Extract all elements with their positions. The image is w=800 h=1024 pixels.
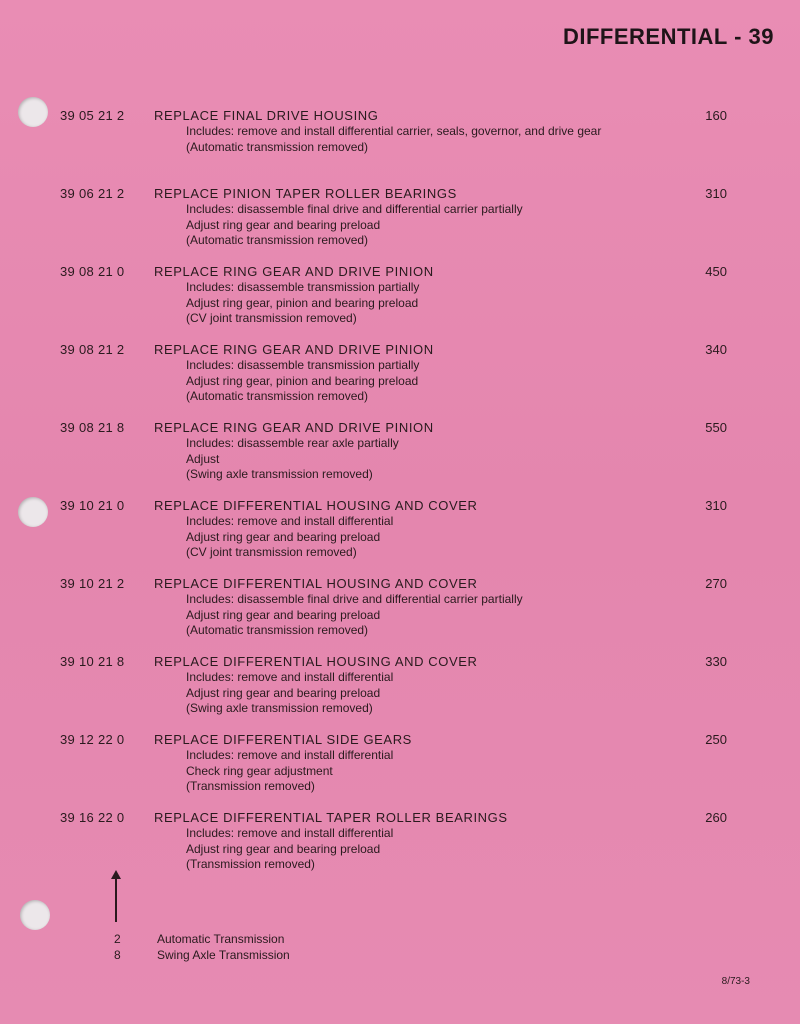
operation-details (186, 826, 393, 873)
operation-detail-line: Adjust ring gear, pinion and bearing preload (186, 373, 419, 388)
operation-title: REPLACE DIFFERENTIAL HOUSING AND COVER (154, 576, 478, 591)
operation-time-value: 260 (705, 810, 727, 825)
operation-detail-line: (CV joint transmission removed) (186, 545, 357, 559)
operation-entry (0, 654, 800, 724)
operation-code: 39 08 21 0 (60, 264, 125, 279)
operation-details (186, 436, 399, 483)
operation-detail-line: Includes: disassemble final drive and differential carrier partially (186, 592, 523, 606)
operation-entry (0, 576, 800, 646)
operation-entry (0, 108, 800, 178)
operation-time-value: 310 (705, 498, 727, 513)
operation-details (186, 670, 393, 717)
operation-details (186, 358, 419, 405)
operation-details (186, 748, 393, 795)
operation-time-value: 550 (705, 420, 727, 435)
operation-code: 39 08 21 8 (60, 420, 125, 435)
operation-detail-line: Includes: disassemble transmission partially (186, 280, 420, 294)
page-code: 8/73-3 (721, 976, 750, 987)
punch-hole-bottom (20, 900, 50, 930)
operation-detail-line: (Automatic transmission removed) (186, 139, 369, 154)
operation-code: 39 08 21 2 (60, 342, 125, 357)
operation-time-value: 310 (705, 186, 727, 201)
legend-digit: 2 (114, 932, 121, 946)
operation-detail-line: Includes: disassemble transmission partially (186, 358, 420, 372)
operation-detail-line: Adjust ring gear and bearing preload (186, 217, 381, 232)
operation-detail-line: (CV joint transmission removed) (186, 311, 357, 325)
operation-detail-line: Includes: disassemble final drive and differential carrier partially (186, 202, 523, 216)
operation-time-value: 330 (705, 654, 727, 669)
page-title: DIFFERENTIAL - 39 (562, 24, 774, 49)
operation-title: REPLACE RING GEAR AND DRIVE PINION (154, 342, 434, 357)
operation-details (186, 202, 523, 249)
operation-code: 39 16 22 0 (60, 810, 125, 825)
operation-code: 39 06 21 2 (60, 186, 125, 201)
operation-code: 39 12 22 0 (60, 732, 125, 747)
operation-title: REPLACE FINAL DRIVE HOUSING (154, 108, 379, 123)
operation-detail-line: Adjust ring gear and bearing preload (186, 685, 381, 700)
operation-code: 39 10 21 2 (60, 576, 125, 591)
operation-time-value: 340 (705, 342, 727, 357)
legend-label: Swing Axle Transmission (157, 948, 290, 962)
operation-detail-line: Includes: disassemble rear axle partially (186, 436, 399, 450)
operation-entry (0, 732, 800, 802)
legend-label: Automatic Transmission (157, 932, 285, 946)
operation-entry (0, 498, 800, 568)
operation-detail-line: (Automatic transmission removed) (186, 233, 369, 247)
operation-entry (0, 420, 800, 490)
legend-item (0, 932, 800, 948)
operation-detail-line: Includes: remove and install differential (186, 514, 394, 528)
operation-detail-line: Adjust ring gear and bearing preload (186, 529, 381, 544)
operation-detail-line: (Swing axle transmission removed) (186, 701, 373, 715)
operation-title: REPLACE RING GEAR AND DRIVE PINION (154, 264, 434, 279)
operation-detail-line: Includes: remove and install differential (186, 748, 394, 762)
operation-code: 39 10 21 8 (60, 654, 125, 669)
operation-entry (0, 186, 800, 256)
operation-detail-line: Adjust (186, 451, 220, 466)
operation-detail-line: Check ring gear adjustment (186, 763, 333, 778)
operation-details (186, 280, 419, 327)
operation-time-value: 450 (705, 264, 727, 279)
operation-code: 39 10 21 0 (60, 498, 125, 513)
operation-detail-line: Adjust ring gear and bearing preload (186, 607, 381, 622)
operation-title: REPLACE DIFFERENTIAL TAPER ROLLER BEARINGS (154, 810, 508, 825)
operation-title: REPLACE RING GEAR AND DRIVE PINION (154, 420, 434, 435)
operation-time-value: 160 (705, 108, 727, 123)
operation-title: REPLACE DIFFERENTIAL HOUSING AND COVER (154, 498, 478, 513)
operation-entry (0, 264, 800, 334)
legend-item (0, 948, 800, 964)
operation-detail-line: Includes: remove and install differential (186, 670, 394, 684)
operation-detail-line: (Swing axle transmission removed) (186, 467, 373, 481)
operation-details (186, 514, 393, 561)
operation-code: 39 05 21 2 (60, 108, 125, 123)
operation-time-value: 250 (705, 732, 727, 747)
operation-detail-line: (Transmission removed) (186, 779, 315, 793)
operation-detail-line: (Automatic transmission removed) (186, 389, 369, 403)
operation-entry (0, 342, 800, 412)
operation-title: REPLACE DIFFERENTIAL SIDE GEARS (154, 732, 412, 747)
operation-details (186, 592, 523, 639)
operation-detail-line: (Automatic transmission removed) (186, 623, 369, 637)
operation-title: REPLACE PINION TAPER ROLLER BEARINGS (154, 186, 457, 201)
operation-details (186, 124, 601, 155)
operation-time-value: 270 (705, 576, 727, 591)
operation-detail-line: (Transmission removed) (186, 857, 315, 871)
operation-title: REPLACE DIFFERENTIAL HOUSING AND COVER (154, 654, 478, 669)
operation-detail-line: Adjust ring gear and bearing preload (186, 841, 381, 856)
operation-detail-line: Includes: remove and install differential (186, 826, 394, 840)
legend-digit: 8 (114, 948, 121, 962)
legend (0, 932, 800, 964)
operation-detail-line: Adjust ring gear, pinion and bearing preload (186, 295, 419, 310)
arrow-line (115, 878, 117, 922)
operation-detail-line: Includes: remove and install differential carrier, seals, governor, and drive gear (186, 124, 602, 138)
